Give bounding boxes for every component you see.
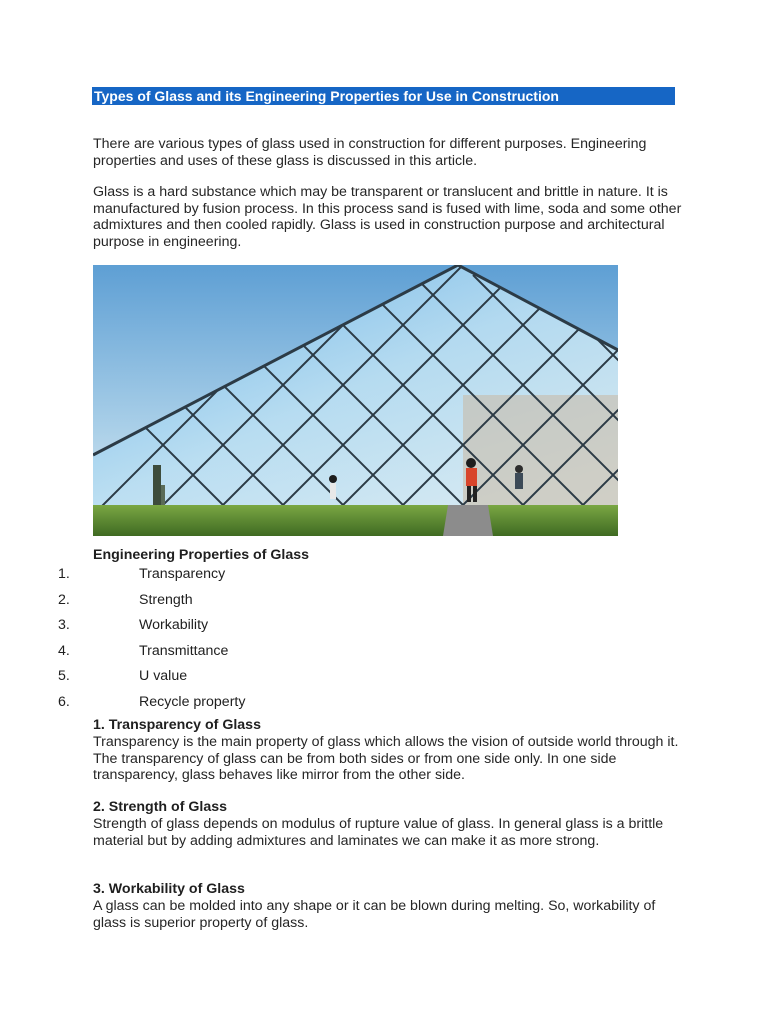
section-transparency <box>93 717 683 784</box>
list-item-number: 4. <box>58 642 70 659</box>
list-item-number: 3. <box>58 617 70 633</box>
document-title: Types of Glass and its Engineering Properties for Use in Construction <box>92 87 675 105</box>
list-item <box>0 565 768 591</box>
list-item <box>0 667 768 693</box>
section-heading: 3. Workability of Glass <box>93 881 245 897</box>
section-body: A glass can be molded into any shape or it can be blown during melting. So, workability of glass is superior property of glass. <box>93 898 656 931</box>
glass-building-photo <box>93 265 618 536</box>
section-body: Transparency is the main property of glass which allows the vision of outside world through it. The transparency of glass can be from both sides or from one side only. In one side transparency, glass behaves like mirror from the other side. <box>93 734 679 783</box>
list-item <box>0 616 768 642</box>
properties-list <box>0 565 768 718</box>
list-item <box>0 693 768 719</box>
list-item-label: U value <box>139 668 188 684</box>
section-strength <box>93 799 683 849</box>
list-item-label: Workability <box>139 617 209 633</box>
list-item-number: 1. <box>58 566 70 582</box>
section-workability <box>93 881 683 931</box>
list-item-label: Transmittance <box>139 642 229 659</box>
list-item <box>0 642 768 668</box>
list-item <box>0 591 768 617</box>
list-item-number: 6. <box>58 693 70 710</box>
intro-paragraph: There are various types of glass used in construction for different purposes. Engineering properties and uses of these glass is discussed in this article. <box>93 136 647 169</box>
list-item-number: 2. <box>58 591 70 608</box>
list-item-label: Recycle property <box>139 693 246 710</box>
definition-paragraph: Glass is a hard substance which may be transparent or translucent and brittle in nature. It is manufactured by fusion process. In this process sand is fused with lime, soda and some other admixtures and then cooled rapidly. Glass is used in construction purpose and architectural purpose in engineering. <box>93 184 682 250</box>
section-heading: 2. Strength of Glass <box>93 799 228 815</box>
properties-heading: Engineering Properties of Glass <box>93 547 310 563</box>
list-item-number: 5. <box>58 668 70 684</box>
list-item-label: Transparency <box>139 566 226 582</box>
section-heading: 1. Transparency of Glass <box>93 717 261 733</box>
section-body: Strength of glass depends on modulus of rupture value of glass. In general glass is a brittle material but by adding admixtures and laminates we can make it as more strong. <box>93 816 664 849</box>
list-item-label: Strength <box>139 591 193 608</box>
